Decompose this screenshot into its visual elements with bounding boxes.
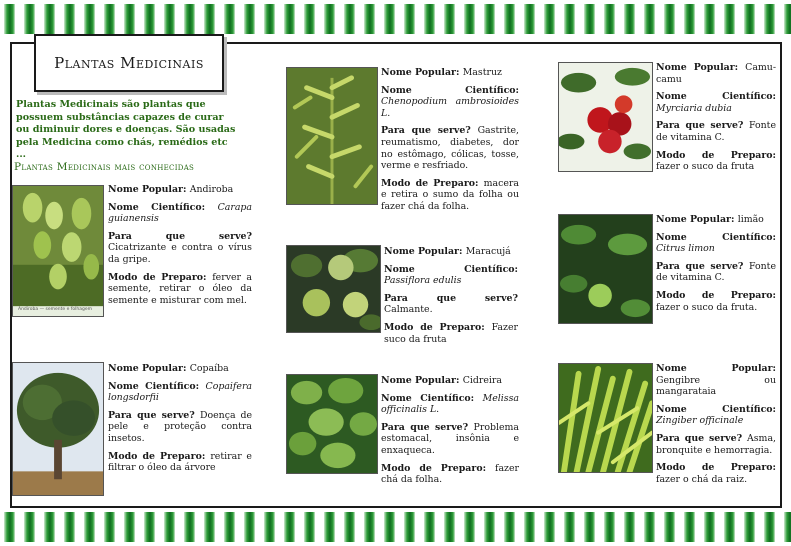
use-label: Para que serve? bbox=[381, 421, 469, 433]
prep-label: Modo de Preparo: bbox=[656, 149, 776, 161]
use-text: Cicatrizante e contra o vírus da gripe. bbox=[108, 242, 252, 265]
copaiba-tree-photo bbox=[12, 362, 104, 496]
use-label: Para que serve? bbox=[381, 125, 471, 137]
top-stripe-border bbox=[0, 4, 791, 34]
prep-label: Modo de Preparo: bbox=[656, 462, 776, 474]
popular-name: Gengibre ou mangarataia bbox=[656, 374, 776, 398]
scientific-name: Myrciaria dubia bbox=[656, 102, 732, 114]
popular-name: limão bbox=[737, 214, 764, 225]
use-text: Problema estomacal, insônia e enxaqueca. bbox=[381, 421, 519, 456]
use-label: Para que serve? bbox=[656, 432, 743, 444]
section-title: Plantas Medicinais mais conhecidas bbox=[14, 161, 195, 173]
use-label: Para que serve? bbox=[108, 230, 252, 242]
plant-info-camu-camu bbox=[656, 62, 776, 179]
use-label: Para que serve? bbox=[108, 409, 195, 421]
prep-text: fazer o chá da raiz. bbox=[656, 473, 748, 485]
use-text: Doença de pele e proteção contra insetos. bbox=[108, 409, 253, 444]
scientific-name: Passiflora edulis bbox=[384, 275, 462, 287]
prep-text: fazer o suco da fruta. bbox=[656, 301, 758, 313]
popular-label: Nome Popular: bbox=[384, 246, 463, 257]
popular-name: Mastruz bbox=[462, 67, 502, 78]
popular-name: Camu-camu bbox=[656, 62, 776, 85]
andiroba-caption: Andiroba — semente e folhagem bbox=[18, 307, 93, 312]
scientific-label: Nome Científico: bbox=[108, 380, 200, 392]
scientific-name: Carapa guianensis bbox=[108, 201, 253, 225]
use-text: Fonte de vitamina C. bbox=[656, 120, 776, 143]
scientific-label: Nome Científico: bbox=[108, 201, 206, 213]
popular-label: Nome Popular: bbox=[108, 363, 187, 374]
scientific-label: Nome Científico: bbox=[381, 392, 475, 404]
intro-text: Plantas Medicinais são plantas que possuem substâncias capazes de curar ou diminuir dores e doenças. São usadas pela Medicina como chás, remédios etc ... bbox=[16, 99, 236, 160]
bottom-stripe-border bbox=[0, 512, 791, 542]
prep-label: Modo de Preparo: bbox=[108, 450, 206, 462]
use-text: Fonte de vitamina C. bbox=[656, 260, 776, 284]
mastruz-photo bbox=[286, 67, 378, 205]
gengibre-photo bbox=[558, 363, 653, 473]
prep-label: Modo de Preparo: bbox=[656, 289, 776, 301]
scientific-label: Nome Científico: bbox=[656, 91, 776, 103]
andiroba-photo bbox=[12, 185, 104, 317]
popular-name: Copaíba bbox=[189, 363, 229, 374]
camu-camu-photo bbox=[558, 62, 653, 172]
prep-text: retirar e filtrar o óleo da árvore bbox=[108, 450, 252, 474]
popular-label: Nome Popular: bbox=[656, 214, 735, 225]
popular-name: Andiroba bbox=[189, 184, 234, 195]
popular-label: Nome Popular: bbox=[656, 363, 776, 374]
popular-label: Nome Popular: bbox=[381, 67, 460, 78]
scientific-name: Citrus limon bbox=[656, 243, 715, 255]
plant-info-copaiba bbox=[108, 363, 252, 480]
popular-label: Nome Popular: bbox=[381, 375, 460, 386]
prep-text: ferver a semente, retirar o óleo da semente e misturar com mel. bbox=[108, 271, 252, 306]
use-text: Asma, bronquite e hemorragia. bbox=[656, 432, 777, 456]
prep-label: Modo de Preparo: bbox=[381, 177, 479, 189]
use-label: Para que serve? bbox=[656, 120, 744, 132]
title-box bbox=[34, 34, 224, 92]
prep-text: macera e retira o sumo da folha ou fazer chá da folha. bbox=[381, 177, 519, 212]
prep-label: Modo de Preparo: bbox=[381, 462, 487, 474]
scientific-name: Chenopodium ambrosioides L. bbox=[381, 96, 519, 119]
plant-info-maracuja bbox=[384, 246, 518, 351]
plant-info-gengibre bbox=[656, 363, 776, 491]
scientific-label: Nome Científico: bbox=[656, 403, 776, 415]
page-title: Plantas Medicinais bbox=[54, 54, 204, 72]
prep-label: Modo de Preparo: bbox=[384, 321, 485, 333]
plant-info-cidreira bbox=[381, 375, 519, 492]
scientific-label: Nome Científico: bbox=[656, 231, 776, 243]
plant-info-limao bbox=[656, 214, 776, 319]
prep-text: Fazer suco da fruta bbox=[384, 321, 518, 345]
prep-text: fazer chá da folha. bbox=[381, 462, 519, 486]
use-text: Gastrite, reumatismo, diabetes, dor no estômago, cólicas, tosse, verme e resfriado. bbox=[381, 125, 519, 172]
prep-text: fazer o suco da fruta bbox=[656, 161, 755, 173]
prep-label: Modo de Preparo: bbox=[108, 271, 207, 283]
scientific-name: Melissa officinalis L. bbox=[381, 392, 519, 416]
plant-info-andiroba bbox=[108, 184, 252, 312]
popular-name: Cidreira bbox=[462, 375, 502, 386]
use-text: Calmante. bbox=[384, 304, 433, 316]
maracuja-photo bbox=[286, 245, 381, 333]
scientific-name: Copaifera longsdorfii bbox=[108, 380, 253, 404]
scientific-label: Nome Científico: bbox=[381, 84, 519, 96]
use-label: Para que serve? bbox=[656, 260, 744, 272]
plant-info-mastruz bbox=[381, 67, 519, 219]
scientific-label: Nome Científico: bbox=[384, 263, 518, 275]
popular-label: Nome Popular: bbox=[108, 184, 187, 195]
use-label: Para que serve? bbox=[384, 292, 518, 304]
cidreira-photo bbox=[286, 374, 378, 474]
popular-label: Nome Popular: bbox=[656, 62, 739, 73]
scientific-name: Zingiber officinale bbox=[656, 415, 744, 427]
popular-name: Maracujá bbox=[465, 246, 511, 257]
limao-photo bbox=[558, 214, 653, 324]
